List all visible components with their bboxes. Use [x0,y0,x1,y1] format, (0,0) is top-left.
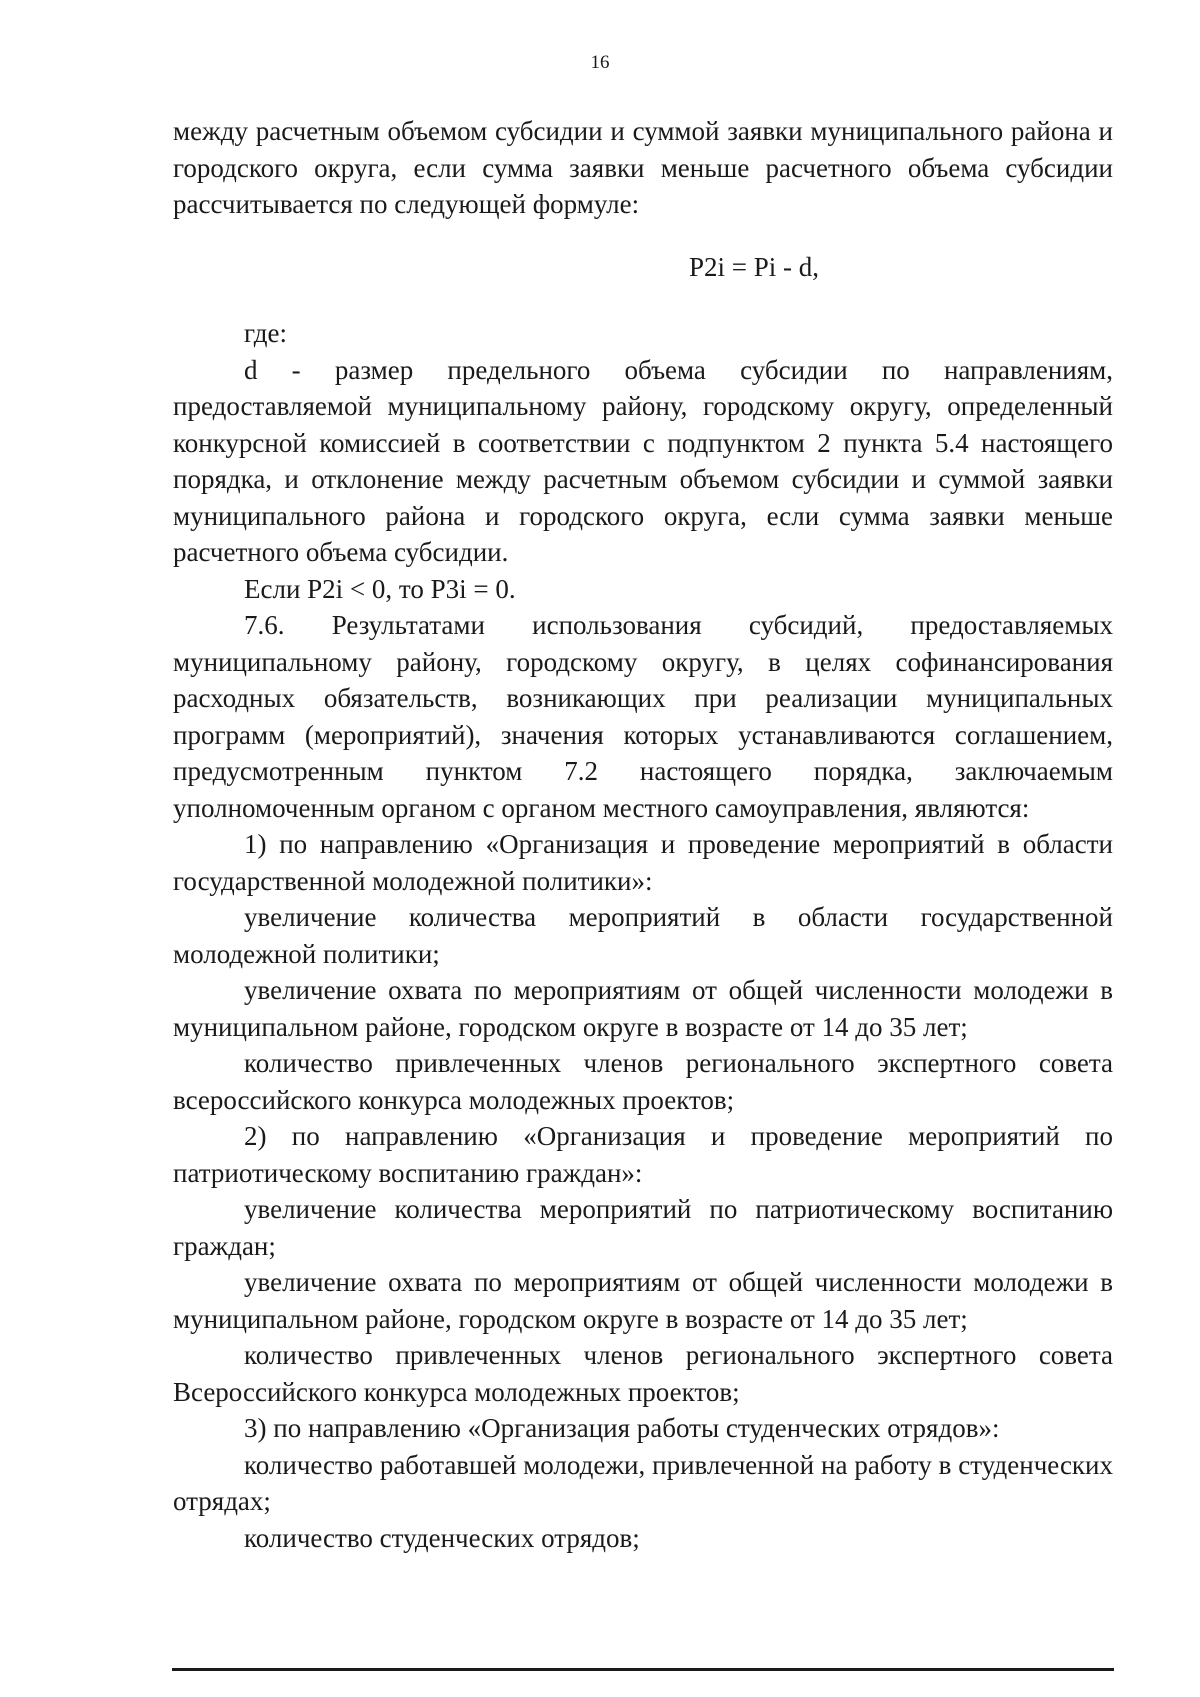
paragraph-item: увеличение охвата по мероприятиям от общей численности молодежи в муниципальном районе, городском округе в возрасте от 14 до 35 лет; [173,1267,1113,1334]
paragraph-item: увеличение количества мероприятий в области государственной молодежной политики; [173,902,1113,969]
paragraph-where: где: [244,318,287,348]
paragraph-intro: между расчетным объемом субсидии и суммой заявки муниципального района и городского округа, если сумма заявки меньше расчетного объема субсидии рассчитывается по следующей формуле: [173,116,1113,219]
paragraph-direction-2: 2) по направлению «Организация и проведение мероприятий по патриотическому воспитанию граждан»: [173,1121,1113,1188]
paragraph-item: количество привлеченных членов регионального экспертного совета Всероссийского конкурса молодежных проектов; [173,1340,1113,1407]
paragraph-7-6: 7.6. Результатами использования субсидий, предоставляемых муниципальному району, городскому округу, в целях софинансирования расходных обязательств, возникающих при реализации муниципальных программ (мероприятий), значения которых устанавливаются соглашением, предусмотренным пунктом 7.2 настоящего порядка, заключаемым уполномоченным органом с органом местного самоуправления, являются: [173,610,1113,823]
paragraph-direction-3: 3) по направлению «Организация работы студенческих отрядов»: [244,1413,1000,1443]
document-body [173,113,1113,1556]
paragraph-d-definition: d - размер предельного объема субсидии по направлениям, предоставляемой муниципальному району, городскому округу, определенный конкурсной комиссией в соответствии с подпунктом 2 пункта 5.4 настоящего порядка, и отклонение между расчетным объемом субсидии и суммой заявки муниципального района и городского округа, если сумма заявки меньше расчетного объема субсидии. [173,354,1113,567]
paragraph-item: увеличение охвата по мероприятиям от общей численности молодежи в муниципальном районе, городском округе в возрасте от 14 до 35 лет; [173,975,1113,1042]
paragraph-item: количество привлеченных членов регионального экспертного совета всероссийского конкурса молодежных проектов; [173,1048,1113,1115]
formula: P2i = Pi - d, [688,251,819,282]
paragraph-item: количество студенческих отрядов; [244,1522,640,1553]
paragraph-item: увеличение количества мероприятий по патриотическому воспитанию граждан; [173,1194,1113,1261]
paragraph-condition: Если P2i < 0, то P3i = 0. [244,573,516,604]
page-number: 16 [590,52,610,73]
bottom-rule [172,1668,1114,1671]
paragraph-item: количество работавшей молодежи, привлеченной на работу в студенческих отрядах; [173,1449,1113,1516]
paragraph-direction-1: 1) по направлению «Организация и проведение мероприятий в области государственной молодежной политики»: [173,829,1113,896]
